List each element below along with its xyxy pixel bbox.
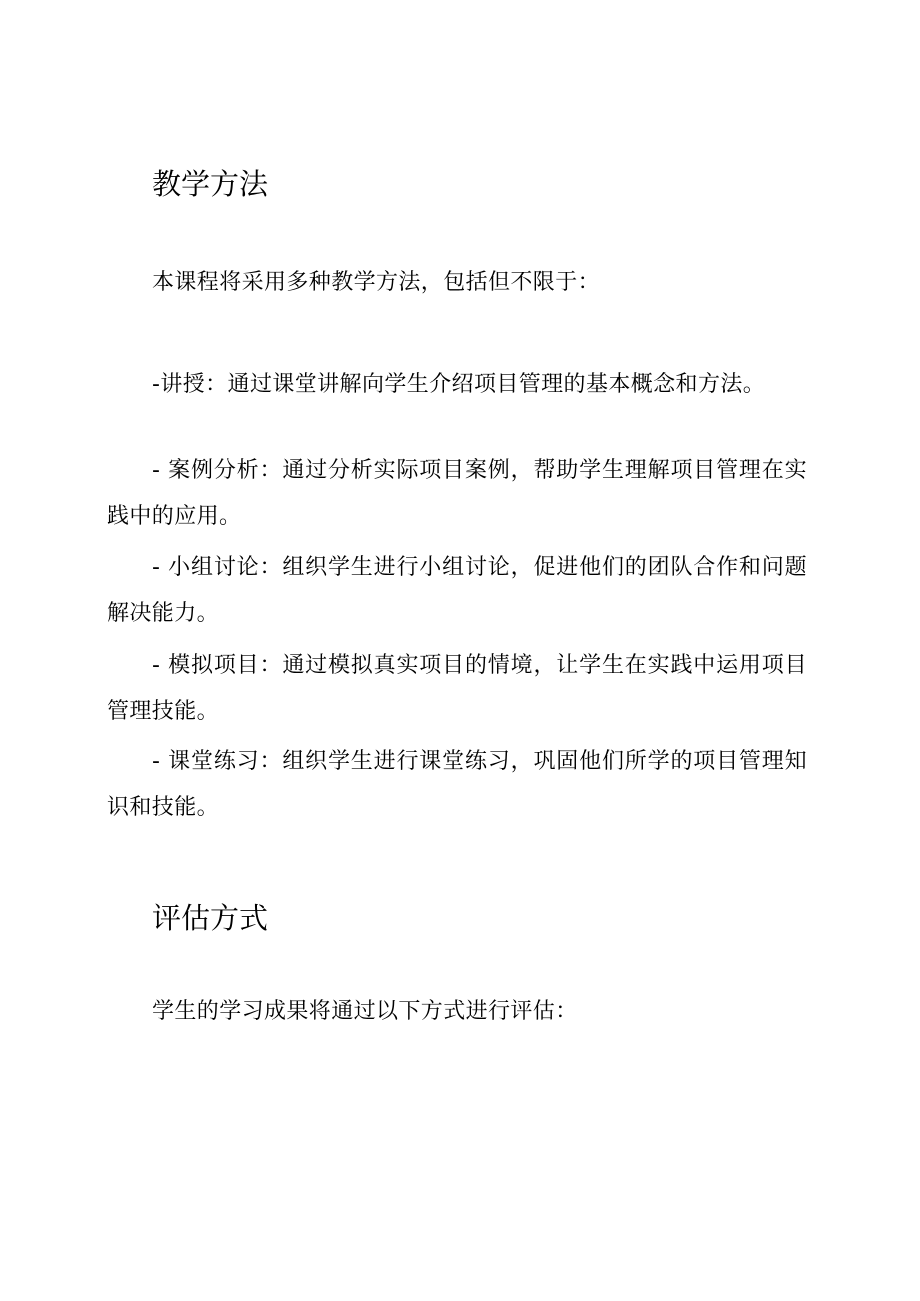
- assessment-intro-paragraph: 学生的学习成果将通过以下方式进行评估：: [152, 999, 578, 1024]
- teaching-item-classroom-practice: - 课堂练习：组织学生进行课堂练习，巩固他们所学的项目管理知识和技能。: [107, 749, 807, 820]
- teaching-item-simulation: - 模拟项目：通过模拟真实项目的情境，让学生在实践中运用项目管理技能。: [107, 653, 807, 724]
- teaching-intro-paragraph: 本课程将采用多种教学方法，包括但不限于：: [152, 270, 601, 295]
- heading-teaching-methods: 教学方法: [152, 167, 269, 201]
- teaching-item-case-study: - 案例分析：通过分析实际项目案例，帮助学生理解项目管理在实践中的应用。: [107, 458, 807, 529]
- heading-assessment-methods: 评估方式: [152, 901, 269, 935]
- teaching-item-group-discussion: - 小组讨论：组织学生进行小组讨论，促进他们的团队合作和问题解决能力。: [107, 555, 807, 626]
- teaching-item-lecture: -讲授：通过课堂讲解向学生介绍项目管理的基本概念和方法。: [152, 372, 766, 397]
